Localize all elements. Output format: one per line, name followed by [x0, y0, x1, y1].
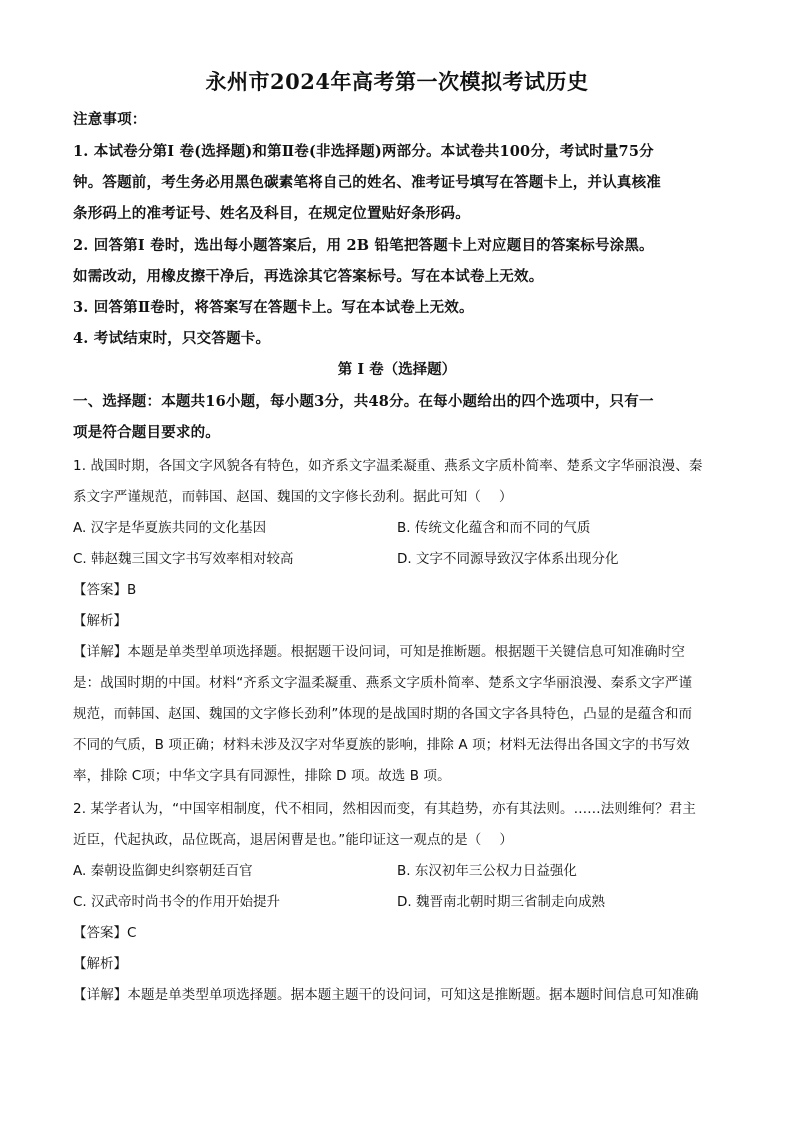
notice-line: 3. 回答第Ⅱ卷时，将答案写在答题卡上。写在本试卷上无效。	[73, 299, 474, 316]
question-2-stem: 2. 某学者认为，“中国宰相制度，代不相同，然相因而变，有其趋势，亦有其法则。……法则维何？君主	[73, 801, 696, 817]
question-1-stem: 1. 战国时期，各国文字风貌各有特色，如齐系文字温柔凝重、燕系文字质朴简率、楚系文字华丽浪漫、秦	[73, 458, 703, 474]
question-1-option-b: B. 传统文化蕴含和而不同的气质	[397, 520, 591, 536]
question-1-detail: 规范，而韩国、赵国、魏国的文字修长劲利”体现的是战国时期的各国文字各具特色，凸显的是蕴含和而	[73, 706, 693, 722]
question-2-answer: 【答案】C	[73, 925, 137, 941]
question-2-option-b: B. 东汉初年三公权力日益强化	[397, 863, 577, 879]
question-2-option-d: D. 魏晋南北朝时期三省制走向成熟	[397, 894, 605, 910]
question-1-analysis-label: 【解析】	[73, 613, 127, 629]
question-1-answer: 【答案】B	[73, 582, 137, 598]
notice-line: 钟。答题前，考生务必用黑色碳素笔将自己的姓名、准考证号填写在答题卡上，并认真核准	[73, 174, 661, 191]
section-title: 第 Ⅰ 卷（选择题）	[337, 361, 457, 378]
question-1-option-a: A. 汉字是华夏族共同的文化基因	[73, 520, 267, 536]
question-1-detail: 不同的气质，B 项正确；材料未涉及汉字对华夏族的影响，排除 A 项；材料无法得出各国文字的书写效	[73, 737, 690, 753]
part-one-instruction: 一、选择题：本题共16小题，每小题3分，共48分。在每小题给出的四个选项中，只有一	[73, 393, 654, 410]
notice-heading: 注意事项：	[73, 111, 147, 128]
notice-line: 4. 考试结束时，只交答题卡。	[73, 330, 271, 347]
notice-line: 2. 回答第Ⅰ 卷时，选出每小题答案后，用 2B 铅笔把答题卡上对应题目的答案标号涂黑。	[73, 237, 654, 254]
question-1-detail: 率，排除 C项；中华文字具有同源性，排除 D 项。故选 B 项。	[73, 768, 451, 784]
question-1-option-d: D. 文字不同源导致汉字体系出现分化	[397, 551, 619, 567]
question-1-detail: 【详解】本题是单类型单项选择题。根据题干设问词，可知是推断题。根据题干关键信息可知准确时空	[73, 644, 685, 660]
notice-line: 1. 本试卷分第Ⅰ 卷(选择题)和第Ⅱ卷(非选择题)两部分。本试卷共100分，考试时量75分	[73, 143, 654, 160]
question-2-option-a: A. 秦朝设监御史纠察朝廷百官	[73, 863, 253, 879]
part-one-instruction: 项是符合题目要求的。	[73, 424, 220, 441]
question-2-stem: 近臣，代起执政，品位既高，退居闲曹是也。”能印证这一观点的是（ ）	[73, 832, 513, 848]
question-1-detail: 是：战国时期的中国。材料“齐系文字温柔凝重、燕系文字质朴简率、楚系文字华丽浪漫、秦系文字严谨	[73, 675, 693, 691]
page-title: 永州市2024年高考第一次模拟考试历史	[205, 69, 589, 94]
question-2-option-c: C. 汉武帝时尚书令的作用开始提升	[73, 894, 281, 910]
question-2-analysis-label: 【解析】	[73, 956, 127, 972]
notice-line: 如需改动，用橡皮擦干净后，再选涂其它答案标号。写在本试卷上无效。	[73, 268, 544, 285]
question-2-detail: 【详解】本题是单类型单项选择题。据本题主题干的设问词，可知这是推断题。据本题时间信息可知准确	[73, 987, 699, 1003]
notice-line: 条形码上的准考证号、姓名及科目，在规定位置贴好条形码。	[73, 205, 470, 222]
question-1-option-c: C. 韩赵魏三国文字书写效率相对较高	[73, 551, 294, 567]
question-1-stem: 系文字严谨规范，而韩国、赵国、魏国的文字修长劲利。据此可知（ ）	[73, 489, 513, 505]
